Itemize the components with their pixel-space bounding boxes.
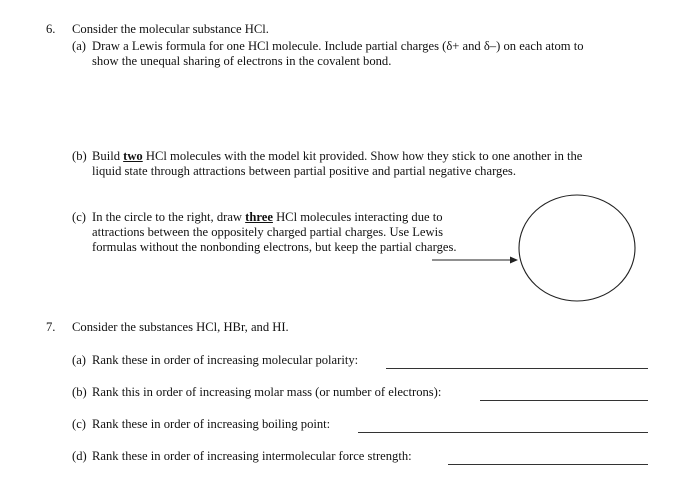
q7a-label: (a) xyxy=(72,353,86,367)
q6b-line2: liquid state through attractions between partial positive and partial negative charges. xyxy=(92,164,516,178)
q6a-line1: Draw a Lewis formula for one HCl molecule. Include partial charges (δ+ and δ–) on each atom to xyxy=(92,39,584,53)
q6-stem: Consider the molecular substance HCl. xyxy=(72,22,269,36)
q7c-label: (c) xyxy=(72,417,86,431)
q7a-text: Rank these in order of increasing molecular polarity: xyxy=(92,353,359,367)
drawing-circle xyxy=(519,195,635,301)
q7d-answer-line[interactable] xyxy=(448,464,648,465)
q7c-text: Rank these in order of increasing boiling point: xyxy=(92,417,331,431)
q7d-label: (d) xyxy=(72,449,87,463)
q7b-text: Rank this in order of increasing molar mass (or number of electrons): xyxy=(92,385,442,399)
q7c-answer-line[interactable] xyxy=(358,432,648,433)
q6c-line1: In the circle to the right, draw three HCl molecules interacting due to xyxy=(92,210,443,224)
q6c-label: (c) xyxy=(72,210,86,224)
q6b-label: (b) xyxy=(72,149,87,163)
q6a-label: (a) xyxy=(72,39,86,53)
q7b-label: (b) xyxy=(72,385,87,399)
q7-number: 7. xyxy=(46,320,56,334)
q6b-emphasis: two xyxy=(123,149,143,163)
q6a-line2: show the unequal sharing of electrons in the covalent bond. xyxy=(92,54,392,68)
q7a-answer-line[interactable] xyxy=(386,368,648,369)
q7-stem: Consider the substances HCl, HBr, and HI. xyxy=(72,320,289,334)
q6c-emphasis: three xyxy=(245,210,273,224)
q6c-line2: attractions between the oppositely charged partial charges. Use Lewis xyxy=(92,225,443,239)
q6-number: 6. xyxy=(46,22,56,36)
pointer-arrowhead xyxy=(510,257,518,264)
q7b-answer-line[interactable] xyxy=(480,400,648,401)
q6c-line3: formulas without the nonbonding electrons, but keep the partial charges. xyxy=(92,240,457,254)
drawing-area xyxy=(420,190,650,310)
q7d-text: Rank these in order of increasing intermolecular force strength: xyxy=(92,449,412,463)
q6b-line1: Build two HCl molecules with the model kit provided. Show how they stick to one another in the xyxy=(92,149,583,163)
